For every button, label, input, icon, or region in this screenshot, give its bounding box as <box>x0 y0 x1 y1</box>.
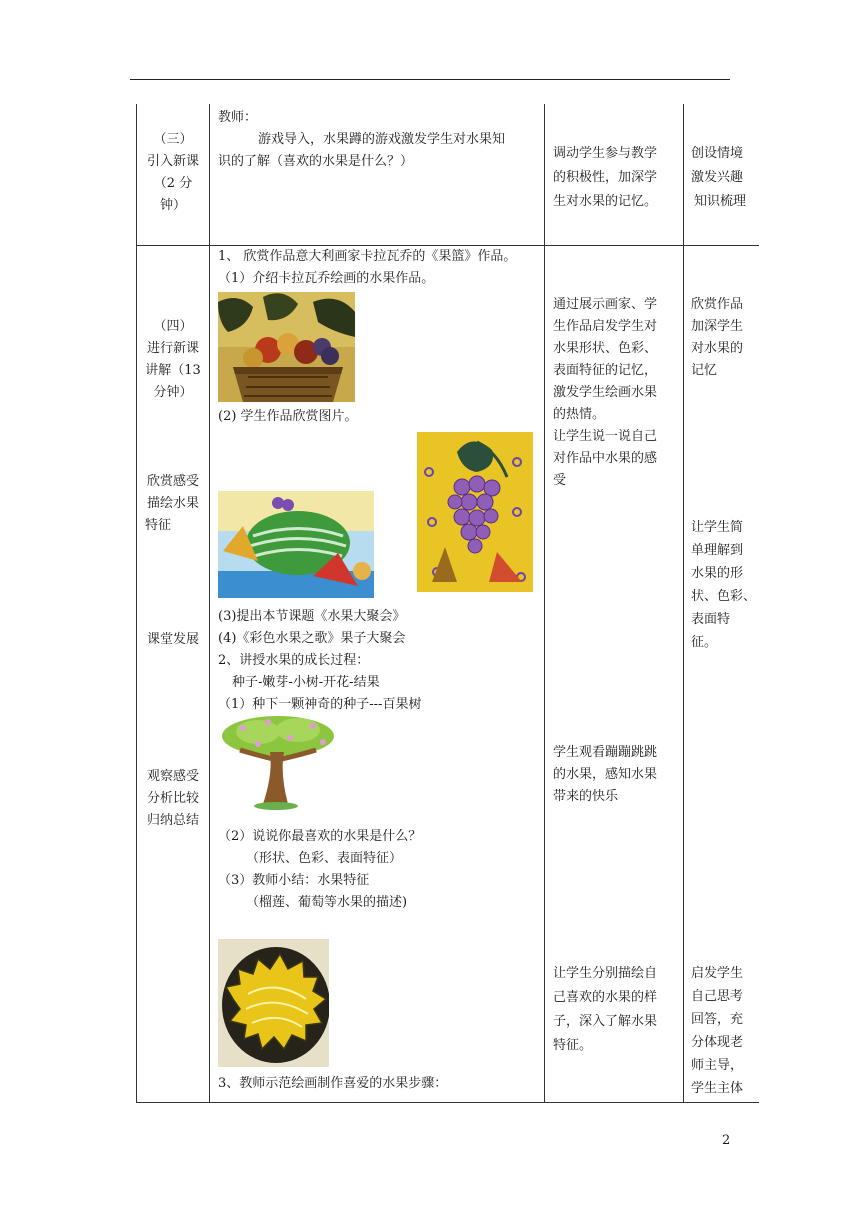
intent-line: 创设情境 <box>691 146 744 161</box>
intent-line: 对水果的 <box>691 340 744 356</box>
intent-line: 表面特 <box>691 611 731 627</box>
intent-line: 知识梳理 <box>694 194 747 209</box>
stage-line: 引入新课 <box>146 154 199 169</box>
student-line: 带来的快乐 <box>553 788 619 804</box>
teacher-label: 教师： <box>218 110 258 125</box>
content-line: （榴莲、葡萄等水果的描述) <box>246 894 408 910</box>
student-grape-drawing-image <box>417 432 533 592</box>
content-line: (4)《彩色水果之歌》果子大聚会 <box>218 630 406 646</box>
side-label: 特征 <box>145 517 172 533</box>
stage-line: （三） <box>153 132 193 147</box>
intent-line: 欣赏作品 <box>691 296 744 312</box>
content-line: （形状、色彩、表面特征） <box>246 850 403 866</box>
intent-line: 自己思考 <box>691 988 744 1004</box>
content-line: 2、讲授水果的成长过程： <box>218 652 370 668</box>
hundred-fruit-tree-image <box>218 714 335 814</box>
student-line: 让学生分别描绘自 <box>553 965 658 981</box>
student-line: 的积极性，加深学 <box>553 170 658 185</box>
content-line: （1）介绍卡拉瓦乔绘画的水果作品。 <box>218 270 435 286</box>
content-cell-main <box>210 245 545 1102</box>
stage-line: 钟） <box>159 198 186 213</box>
content-line: 3、教师示范绘画制作喜爱的水果步骤： <box>218 1075 448 1091</box>
intent-line: 状、色彩、 <box>691 588 757 604</box>
content-line: 种子-嫩芽-小树-开花-结果 <box>232 674 380 690</box>
intent-line: 记忆 <box>691 362 718 378</box>
intent-line: 师主导， <box>691 1057 744 1073</box>
content-line: 识的了解（喜欢的水果是什么？） <box>218 154 414 169</box>
intent-cell-main <box>684 245 759 1102</box>
content-line: (3)提出本节课题《水果大聚会》 <box>218 608 406 624</box>
side-label: 归纳总结 <box>146 812 199 828</box>
durian-drawing-image <box>218 939 329 1067</box>
student-line: 调动学生参与教学 <box>553 146 658 161</box>
content-line: （3）教师小结：水果特征 <box>218 872 370 888</box>
stage-line: 进行新课 <box>146 340 199 356</box>
side-label: 课堂发展 <box>146 631 199 647</box>
student-cell-intro <box>545 104 684 245</box>
stage-line: 分钟） <box>153 384 193 400</box>
student-line: 表面特征的记忆， <box>553 362 658 378</box>
intent-line: 学生主体 <box>691 1080 744 1096</box>
intent-line: 水果的形 <box>691 565 744 581</box>
content-cell-intro <box>210 104 545 245</box>
student-line: 子，深入了解水果 <box>553 1013 658 1029</box>
stage-cell-intro <box>137 104 210 245</box>
student-line: 的水果，感知水果 <box>553 766 658 782</box>
intent-line: 启发学生 <box>691 965 744 981</box>
side-label: 描绘水果 <box>146 495 199 511</box>
side-label: 欣赏感受 <box>146 473 199 489</box>
page-number: 2 <box>722 1133 731 1148</box>
intent-line: 分体现老 <box>691 1034 744 1050</box>
table-row-main <box>137 245 759 1102</box>
student-line: 的热情。 <box>553 406 606 422</box>
stage-line: 讲解（13 <box>145 362 201 378</box>
student-line: 己喜欢的水果的样 <box>553 989 658 1005</box>
content-line: （2）说说你最喜欢的水果是什么？ <box>218 828 422 844</box>
student-cell-main <box>545 245 684 1102</box>
stage-line: （2 分 <box>153 176 193 191</box>
stage-line: （四） <box>153 318 193 334</box>
stage-cell-main <box>137 245 210 1102</box>
intent-line: 让学生简 <box>691 519 744 535</box>
student-line: 生对水果的记忆。 <box>553 194 658 209</box>
side-label: 观察感受 <box>146 768 199 784</box>
student-line: 通过展示画家、学 <box>553 296 658 312</box>
content-line: 游戏导入，水果蹲的游戏激发学生对水果知 <box>258 132 506 147</box>
intent-line: 加深学生 <box>691 318 744 334</box>
intent-line: 回答，充 <box>691 1011 744 1027</box>
student-line: 让学生说一说自己 <box>553 428 658 444</box>
table-row-intro <box>137 104 759 245</box>
intent-line: 征。 <box>691 634 718 650</box>
intent-line: 单理解到 <box>691 542 744 558</box>
content-line: 1、 欣赏作品意大利画家卡拉瓦乔的《果篮》作品。 <box>218 248 517 264</box>
fruit-basket-painting-image <box>218 292 355 402</box>
content-line: (2) 学生作品欣赏图片。 <box>218 408 358 424</box>
student-line: 特征。 <box>553 1037 593 1053</box>
lesson-plan-table <box>136 104 759 1103</box>
student-line: 生作品启发学生对 <box>553 318 658 334</box>
side-label: 分析比较 <box>146 790 199 806</box>
header-rule <box>130 79 730 80</box>
intent-cell-intro <box>684 104 759 245</box>
intent-line: 激发兴趣 <box>691 170 744 185</box>
student-line: 激发学生绘画水果 <box>553 384 658 400</box>
student-line: 受 <box>553 472 567 488</box>
student-line: 对作品中水果的感 <box>553 450 658 466</box>
student-line: 学生观看蹦蹦跳跳 <box>553 744 658 760</box>
student-watermelon-drawing-image <box>218 491 374 598</box>
content-line: （1）种下一颗神奇的种子---百果树 <box>218 696 422 712</box>
student-line: 水果形状、色彩、 <box>553 340 658 356</box>
